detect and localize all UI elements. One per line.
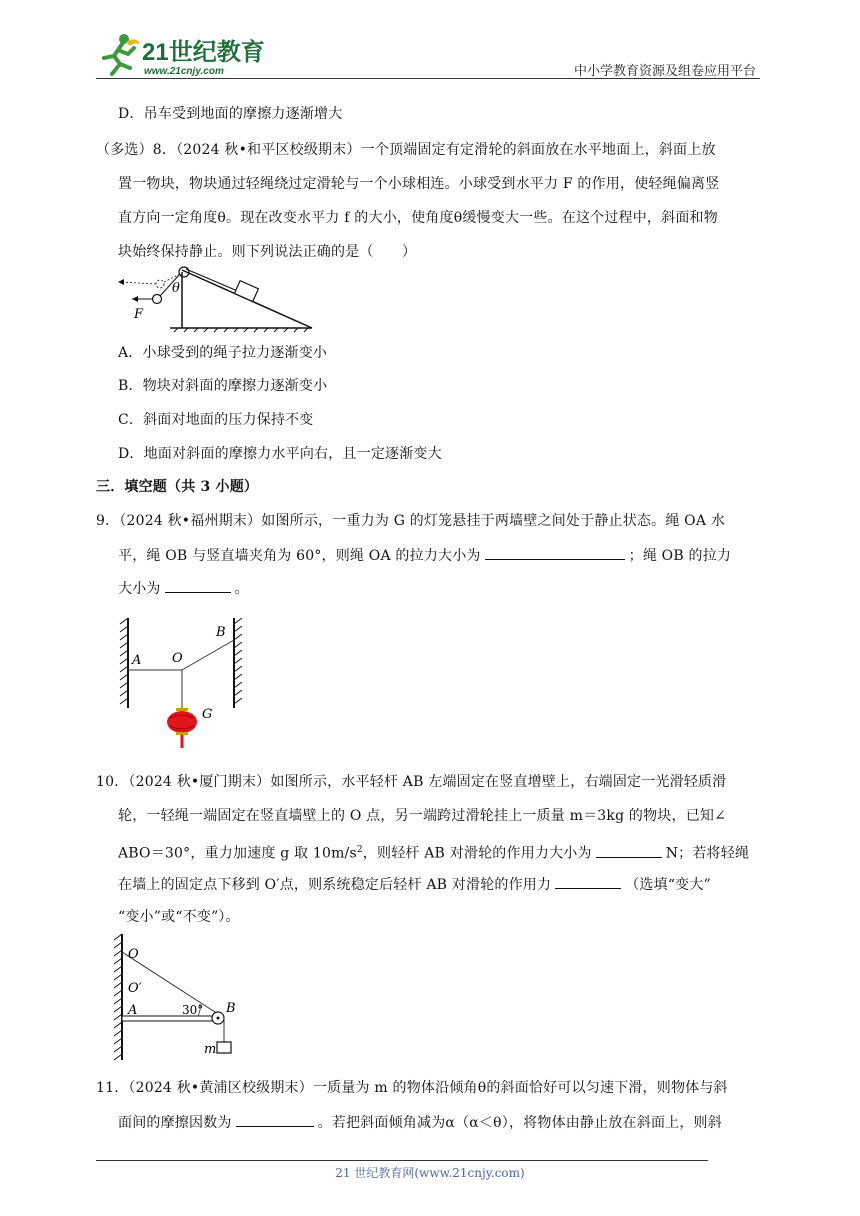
page-header [96, 30, 760, 82]
section-heading: 三．填空题（共 3 小题） [96, 479, 259, 495]
q11-answer-blank-1[interactable] [236, 1112, 314, 1127]
q11-line2-text-a: 面间的摩擦因数为 [118, 1115, 232, 1131]
q9-stem-line3 [118, 578, 249, 599]
q10-stem-line5: “变小”或“不变”）。 [118, 909, 240, 925]
q9-line3-text-a: 大小为 [118, 581, 161, 597]
q11-stem-line1: 11．（2024 秋•黄浦区校级期末）一质量为 m 的物体沿倾角θ的斜面恰好可以匀速下滑，则物体与斜 [96, 1080, 728, 1096]
q9-label-a: A [132, 653, 142, 668]
q9-line2-text-b: ；绳 OB 的拉力 [628, 548, 732, 564]
q8-option-c: C．斜面对地面的压力保持不变 [118, 412, 314, 428]
q9-label-b: B [216, 625, 226, 640]
q10-label-o-prime: O′ [128, 981, 142, 996]
q10-line3-text-a: ABO＝30°，重力加速度 g 取 10m/s [118, 845, 357, 862]
logo-text: 21世纪教育 [142, 39, 265, 66]
q10-stem-line3 [118, 840, 749, 864]
q8-force-label: F [134, 307, 144, 322]
q10-line3-text-b: ，则轻杆 AB 对滑轮的作用力大小为 [362, 845, 592, 862]
q10-answer-blank-2[interactable] [555, 874, 621, 889]
runner-icon [104, 34, 140, 74]
q9-stem-line1: 9．（2024 秋•福州期末）如图所示，一重力为 G 的灯笼悬挂于两墙壁之间处于静止状态。绳 OA 水 [96, 513, 726, 529]
q8-theta-label: θ [172, 281, 180, 296]
q11-line2-text-b: 。若把斜面倾角减为α（α＜θ），将物体由静止放在斜面上，则斜 [317, 1115, 722, 1131]
q10-line4-text-b: （选填“变大” [625, 877, 711, 893]
q9-label-g: G [202, 707, 213, 722]
q10-pulley-figure [112, 932, 252, 1064]
q10-angle-label: 30° [182, 1003, 204, 1017]
q9-line2-text-a: 平，绳 OB 与竖直墙夹角为 60°，则绳 OA 的拉力大小为 [118, 548, 481, 564]
q10-line4-text-a: 在墙上的固定点下移到 O′点，则系统稳定后轻杆 AB 对滑轮的作用力 [118, 877, 552, 893]
q9-answer-blank-1[interactable] [485, 545, 625, 560]
q10-stem-line4 [118, 874, 711, 895]
q8-stem-line4: 块始终保持静止。则下列说法正确的是（ ） [118, 244, 417, 260]
q9-lantern-figure [118, 614, 248, 754]
site-logo [96, 30, 266, 78]
q10-stem-line1: 10．（2024 秋•厦门期末）如图所示，水平轻杆 AB 左端固定在竖直增壁上，右端固定一光滑轻质滑 [96, 774, 727, 790]
q8-stem-line3: 直方向一定角度θ。现在改变水平力 f 的大小，使角度θ缓慢变大一些。在这个过程中，斜面和物 [118, 210, 718, 226]
logo-subtext: www.21cnjy.com [144, 66, 224, 77]
q11-stem-line2 [118, 1112, 722, 1133]
q10-answer-blank-1[interactable] [596, 843, 662, 858]
q7-option-d: D．吊车受到地面的摩擦力逐渐增大 [118, 106, 343, 122]
page-footer: 21 世纪教育网(www.21cnjy.com) [335, 1166, 525, 1180]
q8-option-b: B．物块对斜面的摩擦力逐渐变小 [118, 378, 328, 394]
q9-line3-text-b: 。 [234, 581, 249, 597]
header-divider [96, 78, 760, 79]
q9-answer-blank-2[interactable] [165, 578, 231, 593]
q8-incline-figure [112, 262, 322, 334]
header-platform-label: 中小学教育资源及组卷应用平台 [573, 64, 756, 79]
q9-label-o: O [172, 651, 183, 666]
q10-line3-exponent: 2 [356, 845, 363, 855]
q8-option-a: A．小球受到的绳子拉力逐渐变小 [118, 345, 328, 361]
q8-stem-line2: 置一物块，物块通过轻绳绕过定滑轮与一个小球相连。小球受到水平力 F 的作用，使轻绳偏离竖 [118, 176, 720, 192]
q9-stem-line2 [118, 545, 731, 566]
q10-stem-line2: 轮，一轻绳一端固定在竖直墙壁上的 O 点，另一端跨过滑轮挂上一质量 m＝3kg 的物块，已知∠ [118, 808, 727, 824]
footer-divider [96, 1160, 708, 1161]
q10-label-b: B [226, 1001, 236, 1016]
q10-label-o: O [128, 947, 139, 962]
q8-option-d: D．地面对斜面的摩擦力水平向右，且一定逐渐变大 [118, 446, 442, 462]
q10-label-a: A [128, 1003, 138, 1018]
q10-line3-text-c: N；若将轻绳 [665, 845, 750, 862]
q8-stem-line1: （多选）8．（2024 秋•和平区校级期末）一个顶端固定有定滑轮的斜面放在水平地面上，斜面上放 [96, 142, 716, 158]
q10-label-m: m [204, 1042, 217, 1057]
